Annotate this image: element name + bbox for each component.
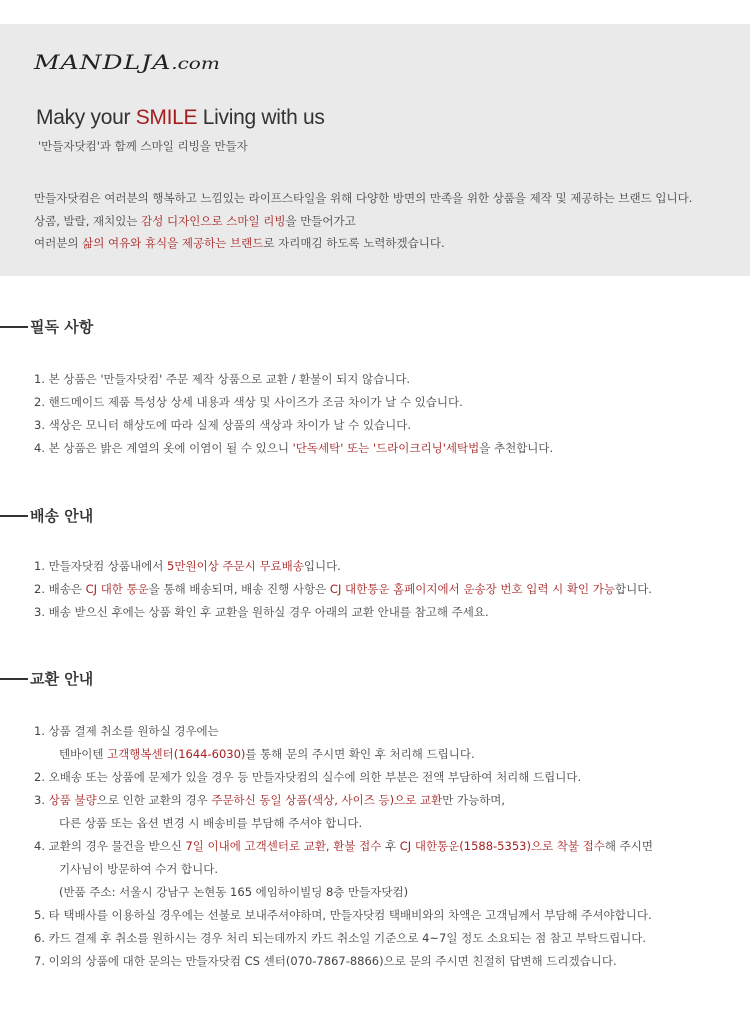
list-item: 3. 색상은 모니터 해상도에 따라 실제 상품의 색상과 차이가 날 수 있습니다. (34, 418, 411, 432)
section-heading (0, 316, 750, 344)
section-heading (0, 668, 750, 696)
section-heading (0, 505, 750, 533)
exchange-section (0, 668, 750, 968)
list-item: 4. 교환의 경우 물건을 받으신 7일 이내에 고객센터로 교환, 환불 접수 후 CJ 대한통운(1588-5353)으로 착불 접수해 주시면 (34, 839, 653, 853)
list-item: 1. 상품 결제 취소를 원하실 경우에는 (34, 724, 219, 738)
intro-line: 만들자닷컴은 여러분의 행복하고 느낌있는 라이프스타일을 위해 다양한 방면의 만족을 위한 상품을 제작 및 제공하는 브랜드 입니다. (34, 191, 693, 205)
intro-text (34, 187, 692, 255)
list-item: 4. 본 상품은 밝은 계열의 옷에 이염이 될 수 있으니 '단독세탁' 또는 '드라이크리닝'세탁법을 추천합니다. (34, 441, 554, 455)
logo-suffix: .com (171, 54, 220, 73)
list-item: 3. 상품 불량으로 인한 교환의 경우 주문하신 동일 상품(색상, 사이즈 등)으로 교환만 가능하며, (34, 793, 506, 807)
list-item: 1. 본 상품은 '만들자닷컴' 주문 제작 상품으로 교환 / 환불이 되지 않습니다. (34, 372, 411, 386)
headline-text: Maky your (36, 106, 136, 129)
brand-logo (34, 51, 220, 74)
return-address: (반품 주소: 서울시 강남구 논현동 165 에임하이빌딩 8층 만들자닷컴) (59, 885, 409, 899)
heading-bar (0, 678, 28, 680)
headline-text-end: Living with us (197, 106, 325, 129)
list-item: 1. 만들자닷컴 상품내에서 5만원이상 주문시 무료배송입니다. (34, 559, 341, 573)
intro-line: 상콤, 발랄, 재치있는 감성 디자인으로 스마일 리빙을 만들어가고 (34, 213, 356, 228)
intro-line: 여러분의 삶의 여유와 휴식을 제공하는 브랜드로 자리매김 하도록 노력하겠습니다. (34, 236, 445, 250)
shipping-section (0, 505, 750, 619)
list-item: 5. 타 택배사를 이용하실 경우에는 선불로 보내주셔야하며, 만들자닷컴 택배비와의 차액은 고객님께서 부담해 주셔야합니다. (34, 908, 652, 922)
heading-bar (0, 326, 28, 328)
list-item-continuation: 텐바이텐 고객행복센터(1644-6030)를 통해 문의 주시면 확인 후 처리해 드립니다. (59, 747, 475, 761)
section-title: 필독 사항 (30, 318, 94, 336)
section-title: 교환 안내 (30, 670, 94, 688)
list-item-continuation: 기사님이 방문하여 수거 합니다. (59, 862, 219, 876)
list-item: 2. 핸드메이드 제품 특성상 상세 내용과 색상 및 사이즈가 조금 차이가 날 수 있습니다. (34, 395, 463, 409)
list-item: 2. 오배송 또는 상품에 문제가 있을 경우 등 만들자닷컴의 실수에 의한 부분은 전액 부담하여 처리해 드립니다. (34, 770, 582, 784)
logo-text: MANDLJA (34, 51, 172, 74)
subheadline: '만들자닷컴'과 함께 스마일 리빙을 만들자 (38, 139, 248, 153)
list-item: 2. 배송은 CJ 대한 통운을 통해 배송되며, 배송 진행 사항은 CJ 대한통운 홈페이지에서 운송장 번호 입력 시 확인 가능합니다. (34, 582, 652, 596)
exchange-list (34, 720, 653, 973)
notice-list (34, 368, 553, 460)
shipping-list (34, 555, 652, 624)
list-item-continuation: 다른 상품 또는 옵션 변경 시 배송비를 부담해 주셔야 합니다. (59, 816, 363, 830)
headline-highlight: SMILE (135, 106, 198, 129)
list-item: 7. 이외의 상품에 대한 문의는 만들자닷컴 CS 센터(070-7867-8866)으로 문의 주시면 친절히 답변해 드리겠습니다. (34, 954, 617, 968)
list-item: 6. 카드 결제 후 취소를 원하시는 경우 처리 되는데까지 카드 취소일 기준으로 4~7일 정도 소요되는 점 참고 부탁드립니다. (34, 931, 647, 945)
heading-bar (0, 515, 28, 517)
section-title: 배송 안내 (30, 507, 94, 525)
brand-intro-panel (0, 24, 750, 276)
notice-section (0, 316, 750, 455)
list-item: 3. 배송 받으신 후에는 상품 확인 후 교환을 원하실 경우 아래의 교환 안내를 참고해 주세요. (34, 605, 489, 619)
headline (36, 106, 325, 130)
